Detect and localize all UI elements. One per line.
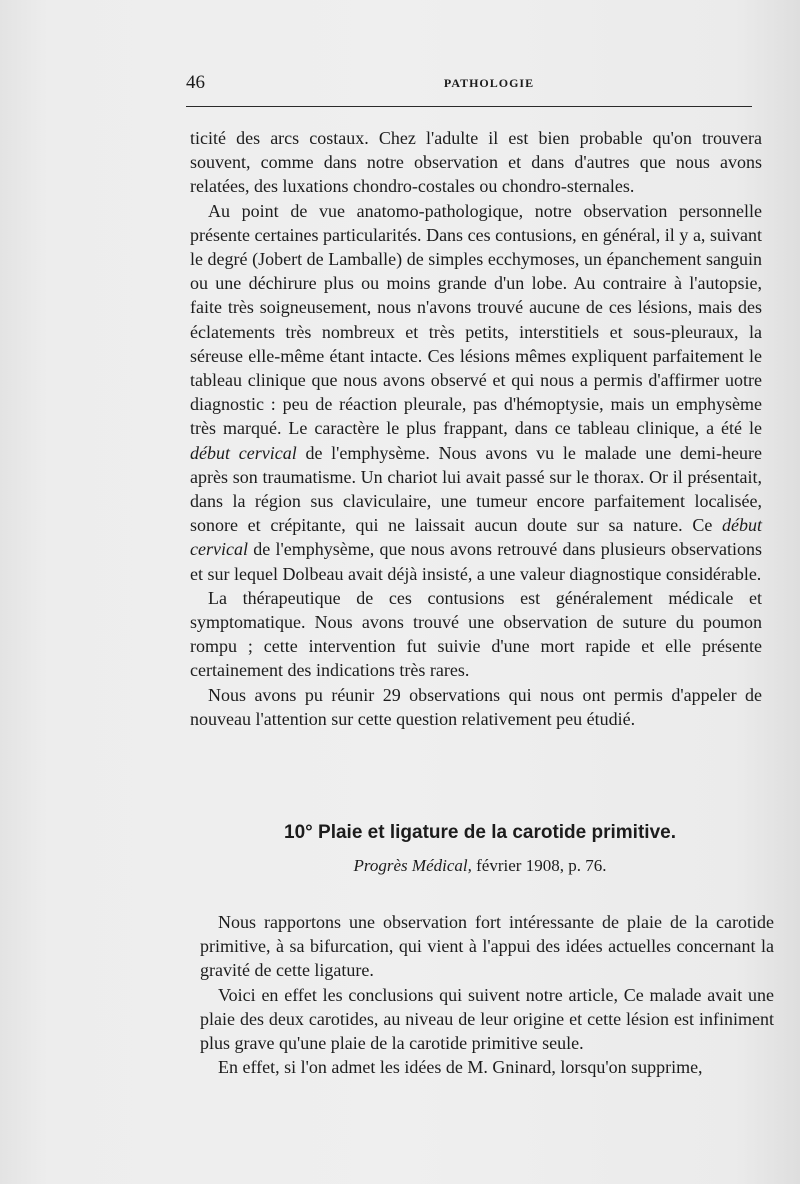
- citation: [190, 856, 770, 876]
- header-rule: [186, 106, 752, 107]
- paragraph: Voici en effet les conclusions qui suivent notre article, Ce malade avait une plaie des deux carotides, au niveau de leur origine et cette lésion est infiniment plus grave qu'une plaie de la carotide primitive seule.: [200, 984, 774, 1054]
- italic-text: début cervical: [190, 515, 762, 560]
- paragraph: En effet, si l'on admet les idées de M. Gninard, lorsqu'on supprime,: [218, 1057, 703, 1078]
- citation-journal: Progrès Médical,: [353, 856, 472, 875]
- page-header: [186, 72, 752, 102]
- italic-text: début cervical: [190, 442, 297, 463]
- text-run: Au point de vue anatomo-pathologique, notre observation personnelle présente certaines particularités. Dans ces contusions, en général, il y a, suivant le degré (Jobert de Lamballe) de simples ecchymoses, un épanchement sanguin ou une déchirure plus ou moins grande d'un lobe. Au contraire à l'autopsie, faite très soigneusement, nous n'avons trouvé aucune de ces lésions, mais des éclatements très nombreux et très petits, interstitiels et sous-pleuraux, la séreuse elle-même étant intacte. Ces lésions mêmes expliquent parfaitement le tableau clinique que nous avons observé et qui nous a permis d'affirmer uotre diagnostic : peu de réaction pleurale, pas d'hémoptysie, mais un emphysème très marqué. Le caractère le plus frappant, dans ce tableau clinique, a été le: [190, 200, 762, 439]
- paragraph: Nous avons pu réunir 29 observations qui nous ont permis d'appeler de nouveau l'attention sur cette question relativement peu étudié.: [190, 684, 762, 729]
- section-title: 10° Plaie et ligature de la carotide primitive.: [284, 822, 676, 843]
- paragraph: Nous rapportons une observation fort intéressante de plaie de la carotide primitive, à sa bifurcation, qui vient à l'appui des idées actuelles concernant la gravité de cette ligature.: [200, 912, 774, 981]
- body-text: [190, 126, 762, 731]
- citation-details: février 1908, p. 76.: [471, 856, 607, 875]
- page-number: 46: [186, 72, 205, 93]
- paragraph: La thérapeutique de ces contusions est généralement médicale et symptomatique. Nous avons trouvé une observation de suture du poumon rompu ; cette intervention fut suivie d'une mort rapide et elle présente certainement des indications très rares.: [190, 587, 762, 681]
- paragraph: [190, 199, 762, 586]
- text-run: de l'emphysème, que nous avons retrouvé dans plusieurs observations et sur lequel Dolbeau avait déjà insisté, a une valeur diagnostique considérable.: [190, 539, 762, 584]
- paragraph: ticité des arcs costaux. Chez l'adulte il est bien probable qu'on trouvera souvent, comme dans notre observation et dans d'autres que nous avons relatées, des luxations chondro-costales ou chondro-sternales.: [190, 128, 762, 197]
- section-body: [200, 910, 774, 1079]
- running-title: PATHOLOGIE: [443, 76, 535, 90]
- text-run: de l'emphysème. Nous avons vu le malade une demi-heure après son traumatisme. Un chariot lui avait passé sur le thorax. Or il présentait, dans la région sus claviculaire, une tumeur encore parfaitement localisée, sonore et crépitante, qui ne laissait aucun doute sur sa nature. Ce: [190, 442, 762, 536]
